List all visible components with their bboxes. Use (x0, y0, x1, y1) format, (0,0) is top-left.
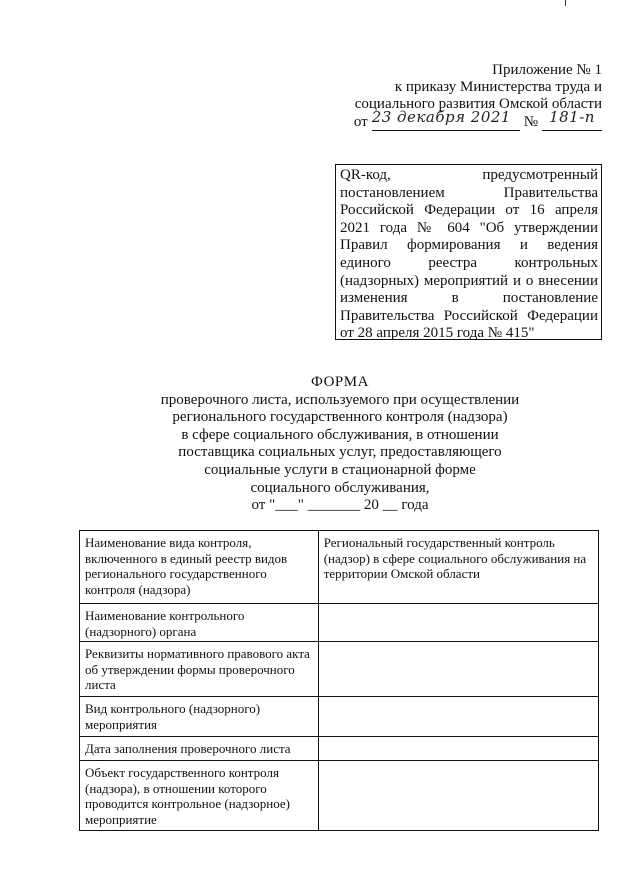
order-date-field (371, 108, 520, 131)
row-value (318, 642, 598, 697)
table-row (80, 604, 599, 642)
handwritten-number: 181-п (549, 108, 595, 126)
handwritten-date: 23 декабря 2021 (371, 108, 511, 126)
row-label: Реквизиты нормативного правового акта об утверждении формы проверочного листа (80, 642, 319, 697)
appendix-line-1: Приложение № 1 (492, 62, 602, 78)
checklist-info-table (79, 530, 599, 831)
form-subtitle-line-1: проверочного листа, используемого при осуществлении (160, 391, 520, 408)
form-subtitle-line-6: социального обслуживания, (250, 479, 430, 496)
row-value: Региональный государственный контроль (надзор) в сфере социального обслуживания на территории Омской области (318, 531, 598, 604)
number-label: № (523, 114, 538, 130)
order-date-number-line (353, 108, 602, 131)
form-date-line: от "___" _______ 20 __ года (251, 497, 429, 514)
form-title (120, 374, 560, 515)
row-label: Объект государственного контроля (надзора), в отношении которого проводится контрольное (надзорное) мероприятие (80, 761, 319, 831)
table-row (80, 761, 599, 831)
qr-code-note: QR-код, предусмотренный постановлением Правительства Российской Федерации от 16 апреля 2021 года № 604 "Об утверждении Правил формирования и ведения единого реестра контрольных (надзорных) мероприятий и о внесении изменения в постановление Правительства Российской Федерации от 28 апреля 2015 года № 415" (340, 167, 598, 342)
table-row (80, 642, 599, 697)
appendix-header (354, 62, 602, 131)
form-subtitle-line-5: социальные услуги в стационарной форме (204, 461, 476, 478)
table-row (80, 697, 599, 737)
row-value (318, 737, 598, 761)
appendix-line-2: к приказу Министерства труда и (394, 79, 602, 95)
row-value (318, 604, 598, 642)
qr-code-placeholder-box (335, 164, 602, 340)
row-label: Наименование вида контроля, включенного в единый реестр видов регионального государственного контроля (надзора) (80, 531, 319, 604)
form-subtitle-line-4: поставщика социальных услуг, предоставляющего (178, 444, 502, 461)
table-row (80, 531, 599, 604)
scan-mark (565, 0, 566, 6)
row-label: Дата заполнения проверочного листа (80, 737, 319, 761)
form-heading: ФОРМА (311, 374, 369, 390)
row-label: Наименование контрольного (надзорного) органа (80, 604, 319, 642)
order-number-field (542, 108, 602, 131)
row-value (318, 697, 598, 737)
row-value (318, 761, 598, 831)
form-subtitle-line-2: регионального государственного контроля (надзора) (172, 409, 508, 426)
appendix-line-3: социального развития Омской области (354, 96, 602, 112)
table-row (80, 737, 599, 761)
form-subtitle-line-3: в сфере социального обслуживания, в отношении (181, 426, 499, 443)
row-label: Вид контрольного (надзорного) мероприятия (80, 697, 319, 737)
from-label: от (353, 114, 368, 130)
